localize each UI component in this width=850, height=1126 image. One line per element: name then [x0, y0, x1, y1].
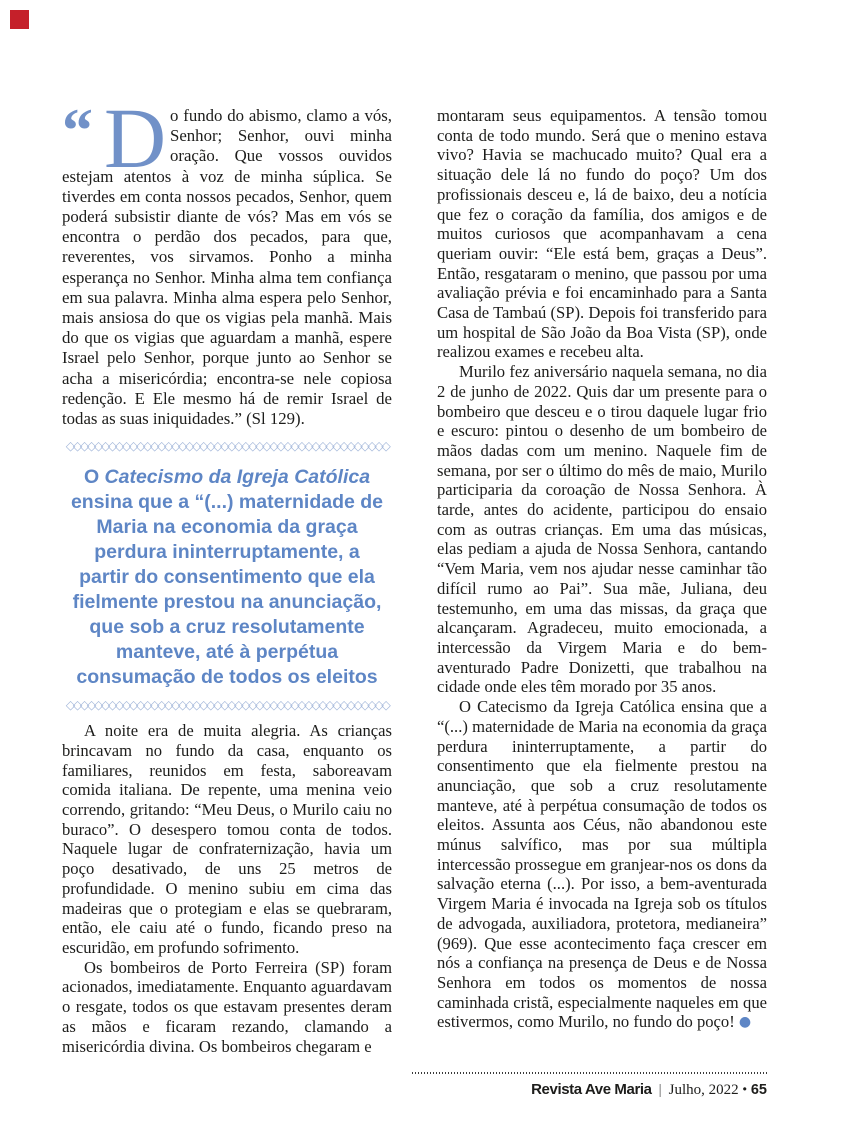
opening-quote-icon: “ — [62, 97, 93, 165]
paragraph-birthday: Murilo fez aniversário naquela semana, no dia 2 de junho de 2022. Quis dar um presente para o bombeiro que desceu e o tirou daquele lugar frio e escuro: pintou o desenho de um bombeiro de mãos dadas com um menino. Naquele fim de semana, por ser o último do mês de maio, Murilo participaria da coroação de Nossa Senhora. À tarde, antes do acidente, participou do ensaio com as outras crianças. Em uma das músicas, elas pediam a ajuda de Nossa Senhora, cantando “Vem Maria, vem nos ajudar nesse caminhar tão difícil rumo ao Pai”. Sua mãe, Juliana, deu testemunho, em uma das missas, da graça que alcançaram. Agradeceu, muito emocionada, a intercessão da Virgem Maria e do bem-aventurado Padre Donizetti, que trabalhou na cidade onde eles têm morado por 35 anos. — [437, 362, 767, 697]
red-corner-marker — [10, 10, 29, 29]
footer-text — [412, 1081, 767, 1099]
page-number: 65 — [750, 1082, 767, 1098]
article-columns — [62, 90, 767, 1056]
drop-cap: D — [104, 90, 167, 186]
magazine-title: Revista Ave Maria — [531, 1081, 652, 1098]
paragraph-catechism-text: O Catecismo da Igreja Católica ensina que a “(...) maternidade de Maria na economia da graça perdura ininterruptamente, a partir do consentimento que ela fielmente prestou na anunciação, que sob a cruz resolutamente manteve, até à perpétua consumação de todos os eleitos. Assunta aos Céus, não abandonou este múnus salvífico, mas por sua múltipla intercessão prossegue em granjear-nos os dons da salvação eterna (...). Por isso, a bem-aventurada Virgem Maria é invocada na Igreja sob os títulos de advogada, auxiliadora, protetora, medianeira” (969). Que esse acontecimento faça crescer em nós a confiança na presença de Deus e de Nossa Senhora em todos os momentos de nossa caminhada cristã, especialmente naqueles em que estivermos, como Murilo, no fundo do poço! — [437, 697, 767, 1032]
paragraph-rescue: montaram seus equipamentos. A tensão tomou conta de todo mundo. Será que o menino estava vivo? Havia se machucado muito? Qual era a situação dele lá no fundo do poço? Um dos profissionais desceu e, lá de baixo, deu a notícia que fez o coração da família, dos amigos e de muitos curiosos que acompanhavam a cena queriam ouvir: “Ele está bem, graças a Deus”. Então, resgataram o menino, que passou por uma avaliação prévia e foi encaminhado para a Santa Casa de Tambaú (SP). Depois foi transferido para um hospital de São João da Boa Vista (SP), onde realizou exames e recebeu alta. — [437, 106, 767, 362]
end-of-article-dot-icon: ● — [738, 1014, 752, 1031]
footer-bullet-icon: • — [742, 1082, 747, 1096]
pull-quote-catechism-title: Catecismo da Igreja Católica — [104, 466, 371, 489]
page-footer — [412, 1072, 767, 1099]
paragraph-catechism — [437, 697, 767, 1033]
footer-separator: | — [658, 1082, 662, 1098]
right-column — [437, 106, 767, 1056]
psalm-opening-paragraph — [62, 90, 392, 429]
dotted-rule — [412, 1072, 767, 1074]
pull-quote-lead: O — [83, 466, 105, 489]
paragraph-firefighters: Os bombeiros de Porto Ferreira (SP) foram acionados, imediatamente. Enquanto aguardavam o resgate, todos os que estavam presentes deram as mãos e ficaram rezando, clamando a misericórdia divina. Os bombeiros chegaram e — [62, 957, 392, 1056]
pull-quote — [62, 465, 392, 690]
diamond-separator-top: ◇◇◇◇◇◇◇◇◇◇◇◇◇◇◇◇◇◇◇◇◇◇◇◇◇◇◇◇◇◇◇◇◇◇◇◇◇◇◇◇◇◇◇◇◇◇ — [65, 440, 389, 454]
paragraph-night-of-joy: A noite era de muita alegria. As crianças brincavam no fundo da casa, enquanto os familiares, reunidos em festa, saboreavam comida italiana. De repente, uma menina veio correndo, gritando: “Meu Deus, o Murilo caiu no buraco”. O desespero tomou conta de todos. Naquele lugar de confraternização, havia um poço desativado, de uns 25 metros de profundidade. O menino subiu em cima das madeiras que o protegiam e elas se quebraram, então, ele caiu até o fundo, ficando preso na escuridão, em profundo sofrimento. — [62, 721, 392, 957]
pull-quote-rest: ensina que a “(...) maternidade de Maria na economia da graça perdura ininterruptamente, a partir do consentimento que ela fielmente prestou na anunciação, que sob a cruz resolutamente manteve, até à perpétua consumação de todos os eleitos — [70, 491, 384, 689]
diamond-separator-bottom: ◇◇◇◇◇◇◇◇◇◇◇◇◇◇◇◇◇◇◇◇◇◇◇◇◇◇◇◇◇◇◇◇◇◇◇◇◇◇◇◇◇◇◇◇◇◇ — [65, 699, 389, 713]
issue-date: Julho, 2022 — [668, 1082, 739, 1098]
left-column — [62, 90, 392, 1056]
psalm-text: o fundo do abismo, clamo a vós, Senhor; Senhor, ouvi minha oração. Que vossos ouvidos estejam atentos à voz de minha súplica. Se tiverdes em conta nossos pecados, Senhor, quem poderá subsistir diante de vós? Mas em vós se encontra o perdão dos pecados, para que, reverentes, vos sirvamos. Ponho a minha esperança no Senhor. Minha alma tem confiança em sua palavra. Minha alma espera pelo Senhor, mais ansiosa do que os vigias pela manhã. Mais do que os vigias que aguardam a manhã, espere Israel pelo Senhor, porque junto ao Senhor se acha a misericórdia; encontra-se nele copiosa redenção. E Ele mesmo há de remir Israel de todas as suas iniquidades.” (Sl 129). — [62, 106, 392, 429]
